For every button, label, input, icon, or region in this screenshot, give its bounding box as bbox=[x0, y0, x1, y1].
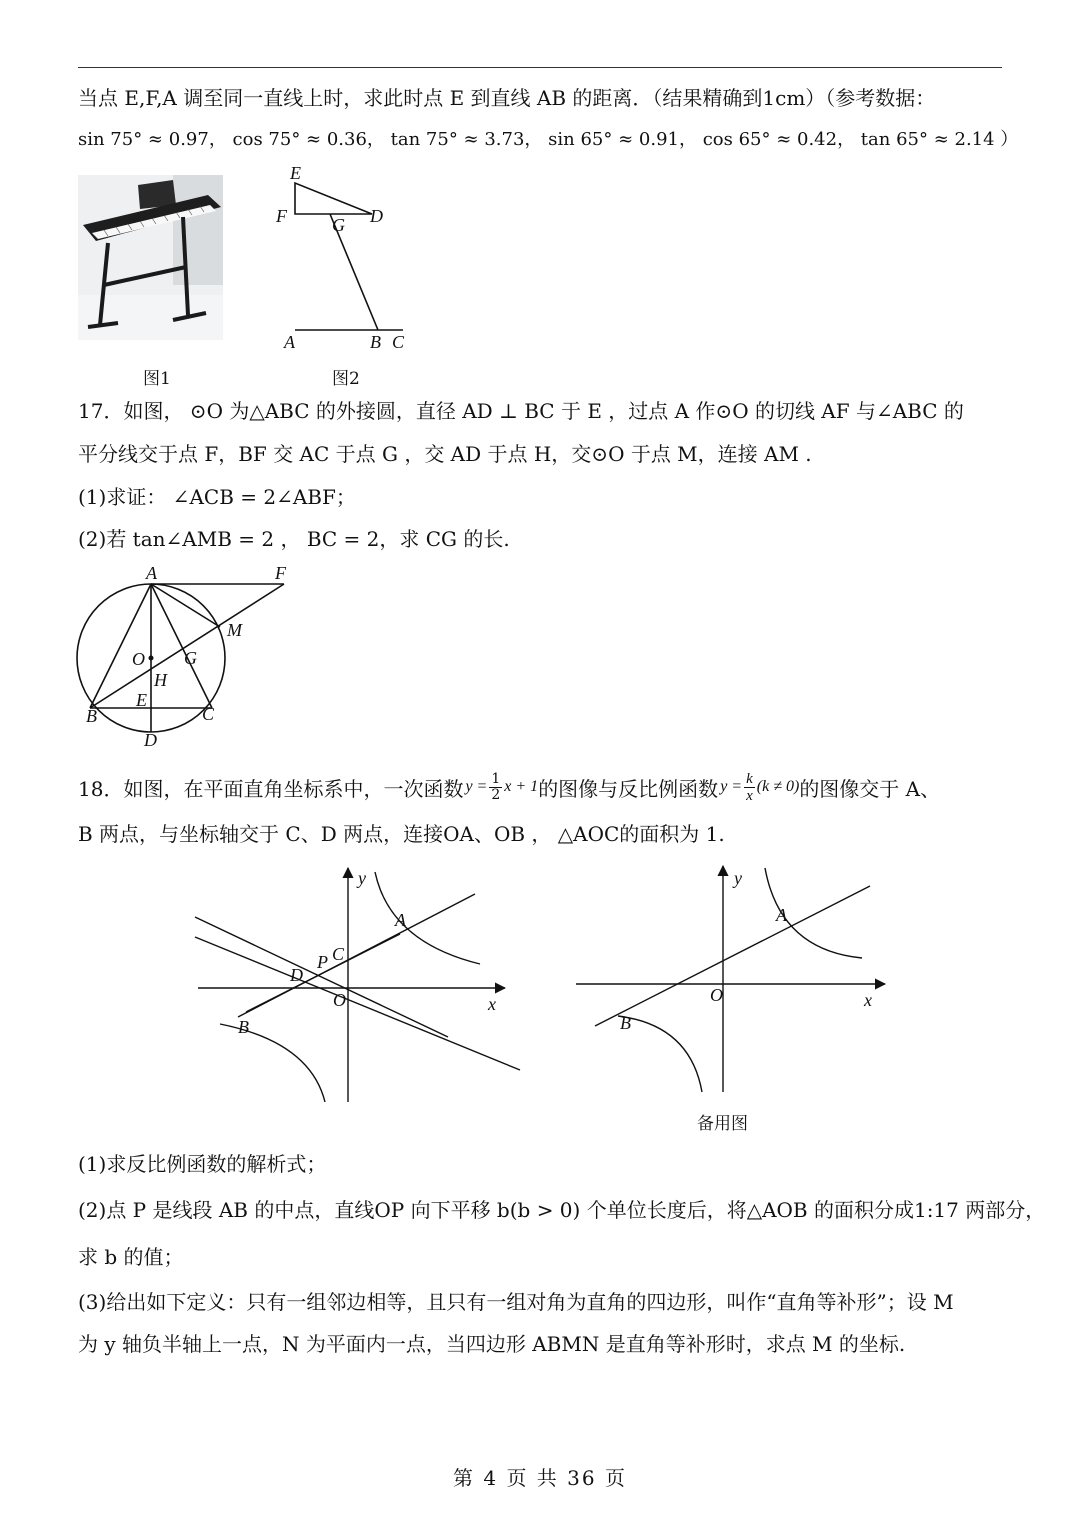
q18-part-2a: (2)点 P 是线段 AB 的中点，直线OP 向下平移 b(b > 0) 个单位长度后，将△AOB 的面积分成1:17 两部分， bbox=[78, 1198, 1046, 1222]
fig2-label-F: F bbox=[276, 206, 287, 226]
fig2-label-x: x bbox=[864, 990, 872, 1010]
q17-figure bbox=[70, 560, 310, 755]
q16-reference-data: sin 75° ≈ 0.97， cos 75° ≈ 0.36， tan 75° ≈ 3.73， sin 65° ≈ 0.91， cos 65° ≈ 0.42， tan 65° ≈ 2.14 ） bbox=[78, 129, 1019, 150]
fig2-label-D: D bbox=[370, 206, 383, 226]
q17-label-B: B bbox=[86, 706, 97, 726]
fig2-label-B: B bbox=[620, 1013, 631, 1033]
fn2-lhs: y = bbox=[720, 778, 743, 795]
q17-label-F: F bbox=[275, 563, 286, 583]
fig2-label-A: A bbox=[284, 332, 295, 352]
fig2-label-B: B bbox=[370, 332, 381, 352]
q17-label-A: A bbox=[146, 563, 157, 583]
fig1-label-y: y bbox=[358, 868, 366, 888]
fn1-numerator: 1 bbox=[491, 770, 501, 787]
fig1-label-O: O bbox=[333, 990, 346, 1010]
q18-part-1: (1)求反比例函数的解析式； bbox=[78, 1152, 327, 1176]
q17-line-2: 平分线交于点 F，BF 交 AC 于点 G ，交 AD 于点 H，交⊙O 于点 M，连接 AM . bbox=[78, 442, 812, 466]
q17-label-D: D bbox=[144, 730, 157, 750]
q18-part-2b: 求 b 的值； bbox=[78, 1245, 184, 1269]
fig2-label-C: C bbox=[392, 332, 405, 352]
fn2-numerator: k bbox=[746, 770, 753, 787]
fig2-caption: 图2 bbox=[332, 369, 360, 389]
fig1-label-P: P bbox=[317, 952, 328, 972]
q18-fig2-caption: 备用图 bbox=[697, 1114, 748, 1134]
q18-line-1 bbox=[78, 763, 940, 811]
fn1-denominator: 2 bbox=[491, 786, 501, 803]
q18-line1-a: 18．如图，在平面直角坐标系中，一次函数 bbox=[78, 776, 464, 801]
q17-label-E: E bbox=[136, 690, 147, 710]
q18-line1-b: 的图像与反比例函数 bbox=[538, 776, 719, 801]
fig2-label-O: O bbox=[710, 985, 723, 1005]
fig1-label-A: A bbox=[395, 910, 406, 930]
q16-figure-2 bbox=[270, 160, 420, 355]
q17-label-O: O bbox=[132, 649, 145, 669]
q17-label-G: G bbox=[184, 648, 197, 668]
fig1-label-C: C bbox=[332, 944, 345, 964]
q17-label-H: H bbox=[154, 670, 167, 690]
page-footer: 第 4 页 共 36 页 bbox=[453, 1466, 627, 1490]
q18-part-3b: 为 y 轴负半轴上一点，N 为平面内一点，当四边形 ABMN 是直角等补形时，求点 M 的坐标. bbox=[78, 1332, 906, 1356]
fig1-label-D: D bbox=[290, 965, 303, 985]
q17-line-1: 17．如图， ⊙O 为△ABC 的外接圆，直径 AD ⊥ BC 于 E ，过点 A 作⊙O 的切线 AF 与∠ABC 的 bbox=[78, 399, 964, 423]
fn1-rest: x + 1 bbox=[504, 778, 539, 795]
keyboard-photo bbox=[78, 175, 223, 340]
fig2-label-y: y bbox=[734, 868, 742, 888]
q18-figure-2 bbox=[570, 860, 890, 1100]
top-rule bbox=[78, 67, 1002, 68]
fig2-label-A: A bbox=[776, 905, 787, 925]
q17-part-1: (1)求证： ∠ACB = 2∠ABF； bbox=[78, 485, 356, 509]
fig1-label-B: B bbox=[238, 1017, 249, 1037]
fn1-lhs: y = bbox=[465, 778, 488, 795]
fn2-denominator: x bbox=[746, 787, 753, 804]
q16-line-1: 当点 E,F,A 调至同一直线上时，求此时点 E 到直线 AB 的距离．（结果精确到1cm）（参考数据： bbox=[78, 86, 936, 110]
fig2-label-E: E bbox=[290, 163, 301, 183]
q18-line-2: B 两点，与坐标轴交于 C、D 两点，连接OA、OB ， △AOC的面积为 1. bbox=[78, 822, 725, 846]
q17-label-C: C bbox=[202, 704, 215, 724]
fig1-caption: 图1 bbox=[143, 369, 171, 389]
q17-part-2: (2)若 tan∠AMB = 2 ， BC = 2，求 CG 的长. bbox=[78, 527, 510, 551]
fig1-label-x: x bbox=[488, 994, 496, 1014]
fig2-label-G: G bbox=[332, 215, 345, 235]
fn2-rest: (k ≠ 0) bbox=[756, 778, 800, 795]
q17-label-M: M bbox=[227, 620, 242, 640]
q18-line1-c: 的图像交于 A、 bbox=[799, 776, 941, 801]
q18-part-3a: (3)给出如下定义：只有一组邻边相等，且只有一组对角为直角的四边形，叫作“直角等补形”；设 M bbox=[78, 1290, 954, 1314]
q18-figure-1 bbox=[190, 862, 530, 1107]
